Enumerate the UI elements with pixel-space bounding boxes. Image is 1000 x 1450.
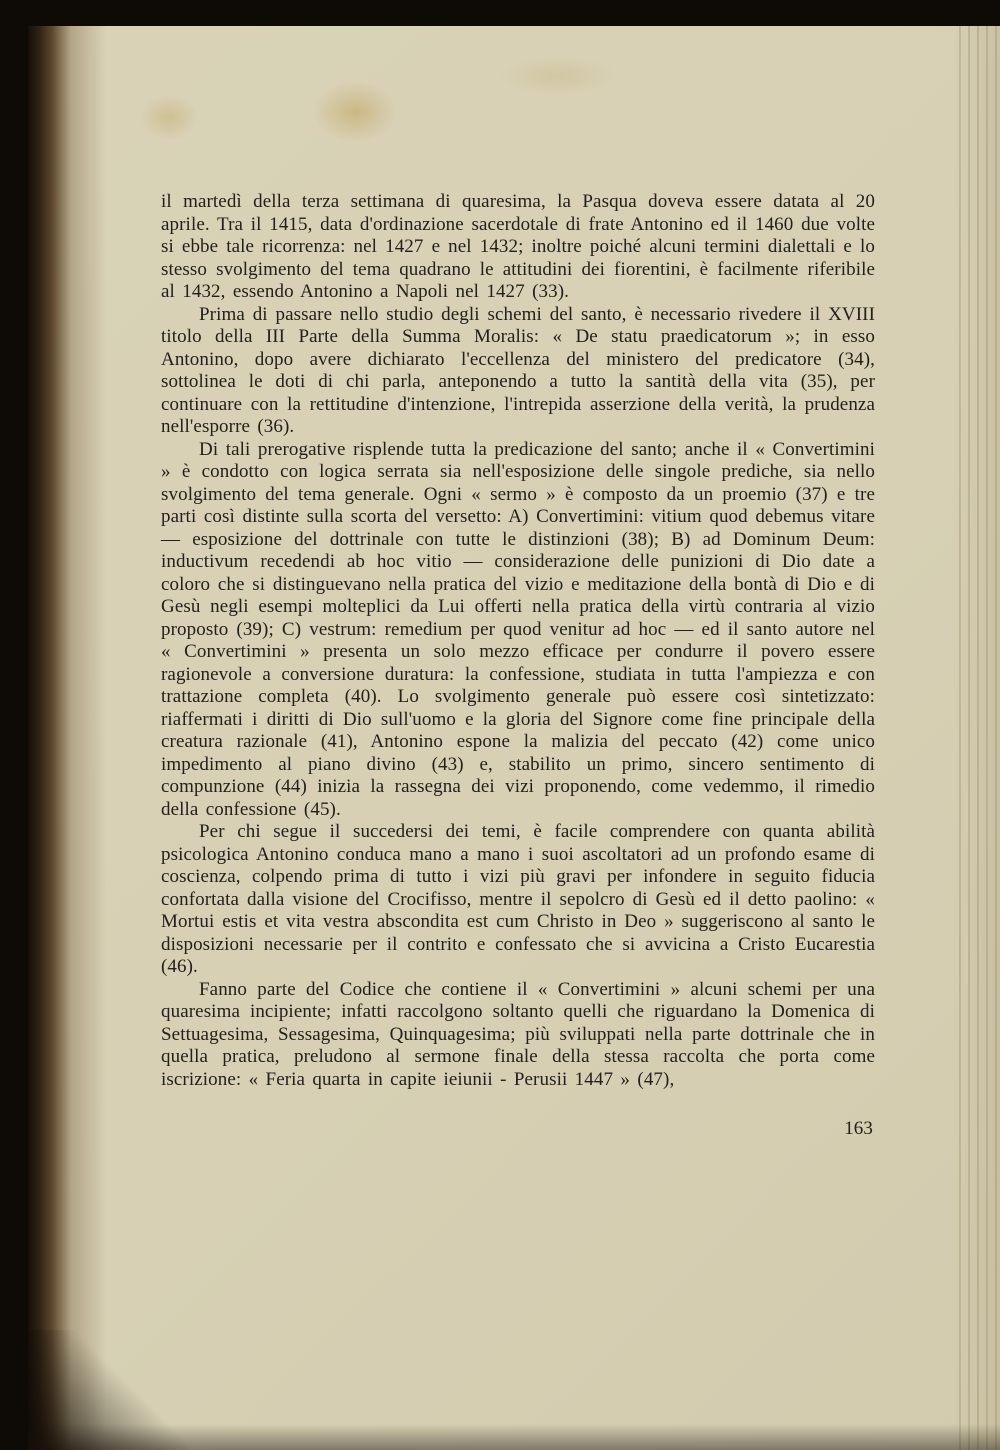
paragraph: il martedì della terza settimana di quaresima, la Pasqua doveva essere datata al 20 aprile. Tra il 1415, data d'ordinazione sacerdotale di frate Antonino ed il 1460 due volte si ebbe tale ricorrenza: nel 1427 e nel 1432; inoltre poiché alcuni termini dialettali e lo stesso svolgimento del tema quadrano le attitudini dei fiorentini, è facilmente riferibile al 1432, essendo Antonino a Napoli nel 1427 (33). xyxy=(161,191,875,302)
book-page xyxy=(28,26,1000,1450)
text-column xyxy=(161,191,875,1141)
paragraph: Prima di passare nello studio degli schemi del santo, è necessario rivedere il XVIII titolo della III Parte della Summa Moralis: « De statu praedicatorum »; in esso Antonino, dopo avere dichiarato l'eccellenza del ministero del predicatore (34), sottolinea le doti di chi parla, anteponendo a tutto la santità della vita (35), per continuare con la rettitudine d'intenzione, l'intrepida asserzione della verità, la prudenza nell'esporre (36). xyxy=(161,303,875,437)
bottom-edge-shadow xyxy=(28,1424,1000,1450)
paragraph: Fanno parte del Codice che contiene il « Convertimini » alcuni schemi per una quaresima incipiente; infatti raccolgono soltanto quelli che riguardano la Domenica di Settuagesima, Sessagesima, Quinquagesima; più sviluppati nella parte dottrinale che in quella pratica, preludono al sermone finale della stessa raccolta che porta come iscrizione: « Feria quarta in capite ieiunii - Perusii 1447 » (47), xyxy=(161,978,875,1090)
foxing-stain xyxy=(313,81,398,143)
page-stack-edge xyxy=(952,26,1000,1450)
foxing-stain xyxy=(498,56,618,96)
paragraph: Per chi segue il succedersi dei temi, è facile comprendere con quanta abilità psicologica Antonino conduca mano a mano i suoi ascoltatori ad un profondo esame di coscienza, colpendo prima di tutto i vizi più gravi per infondere in seguito fiducia confortata dalla visione del Crocifisso, mentre il sepolcro di Gesù ed il detto paolino: « Mortui estis et vita vestra abscondita est cum Christo in Deo » suggeriscono al santo le disposizioni necessarie per il contrito e confessato che si avvicina a Cristo Eucarestia (46). xyxy=(161,821,875,977)
binding-gutter-shadow xyxy=(28,26,106,1450)
page-number: 163 xyxy=(844,1118,873,1139)
paragraph: Di tali prerogative risplende tutta la predicazione del santo; anche il « Convertimini » è condotto con logica serrata sia nell'esposizione delle singole prediche, sia nello svolgimento del tema generale. Ogni « sermo » è composto da un proemio (37) e tre parti così distinte sulla scorta del versetto: A) Convertimini: vitium quod debemus vitare — esposizione del dottrinale con tutte le distinzioni (38); B) ad Dominum Deum: inductivum recedendi ab hoc vitio — considerazione delle punizioni di Dio date a coloro che si distinguevano nella pratica del vizio e meditazione della bontà di Dio e di Gesù negli esempi molteplici da Lui offerti nella pratica della virtù contraria al vizio proposto (39); C) vestrum: remedium per quod venitur ad hoc — ed il santo autore nel « Convertimini » presenta un solo mezzo efficace per condurre il povero essere ragionevole a conversione duratura: la confessione, studiata in tutta l'ampiezza e con trattazione completa (40). Lo svolgimento generale può essere così sintetizzato: riaffermati i diritti di Dio sull'uomo e la gloria del Signore come fine principale della creatura razionale (41), Antonino espone la malizia del peccato (42) come unico impedimento al piano divino (43) e, stabilito un primo, sincero sentimento di compunzione (44) inizia la rassegna dei vizi proponendo, come vedemmo, il rimedio della confessione (45). xyxy=(161,438,875,820)
foxing-stain xyxy=(140,94,198,140)
